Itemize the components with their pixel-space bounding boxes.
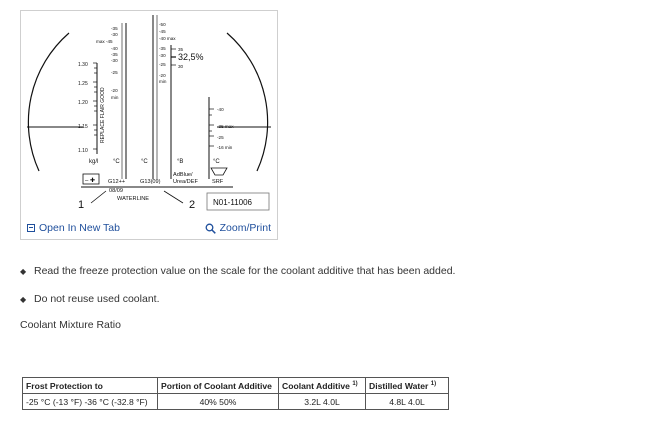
g13-tick-3: -40 max [159,36,176,41]
zoom-print-link[interactable] [205,222,271,234]
g13-tick-7: -20 [159,73,166,78]
instruction-list [20,262,630,308]
year-label: 08/09 [109,188,123,194]
srf-unit: °C [213,159,220,165]
header-distilled-water: Distilled Water $^{1)}$ [366,378,449,394]
srf-tick-1: -40 [217,107,224,112]
table-header-row [23,378,449,394]
g12-tick-9: min [111,95,119,100]
cell-coolant-additive: 3.2L 4.0L [279,394,366,410]
g12-tick-7: -25 [111,70,118,75]
coolant-mixture-table [22,377,449,410]
g12-tick-6: -30 [111,58,118,63]
viewfinder-left-arc [28,33,69,171]
g13-tick-8: min [159,79,167,84]
g13-tick-1: -50 [159,22,166,27]
density-tick-3: 1.20 [78,100,88,106]
density-unit: kg/l [89,159,99,165]
figure-link-bar [21,217,277,239]
bullet-diamond-icon: ◆ [20,294,27,304]
adblue-name-1: AdBlue/ [173,172,193,178]
header-coolant-additive: Coolant Additive $^{1)}$ [279,378,366,394]
list-item [20,290,630,308]
density-rotated-label: REPLACE FLAIR GOOD [100,87,106,143]
list-item [20,262,630,280]
srf-name: SRF [212,179,224,185]
bullet-text: Read the freeze protection value on the scale for the coolant additive that has been added. [34,265,456,277]
cell-distilled-water: 4.8L 4.0L [366,394,449,410]
adblue-tick-1: 35 [178,47,184,52]
g12-tick-1: -35 [111,26,118,31]
srf-tick-4: -16 min [217,145,233,150]
adblue-tick-3: 30 [178,64,184,69]
callout-2: 2 [189,199,196,211]
g12-tick-2: -30 [111,32,118,37]
zoom-icon [205,223,216,234]
g12-tick-5: -35 [111,52,118,57]
refractometer-figure [20,10,278,240]
density-tick-2: 1.25 [78,81,88,87]
g13-tick-6: -25 [159,62,166,67]
g12-tick-8: -20 [111,88,118,93]
callout-1: 1 [78,199,85,211]
g13-tick-5: -30 [159,53,166,58]
g13-name: G13(09) [140,179,161,185]
open-new-tab-link[interactable] [27,222,120,234]
density-tick-5: 1.10 [78,148,88,154]
header-portion-additive: Portion of Coolant Additive [158,378,279,394]
zoom-print-label: Zoom/Print [219,222,271,234]
waterline-label: WATERLINE [117,196,150,202]
cell-portion-additive: 40% 50% [158,394,279,410]
windshield-washer-icon [211,168,227,175]
bullet-text: Do not reuse used coolant. [34,293,160,305]
ref-code: N01-11006 [213,198,252,207]
density-tick-1: 1.30 [78,62,88,68]
g12-unit: °C [113,159,120,165]
adblue-name-2: Urea/DEF [173,179,198,185]
viewfinder-right-arc [227,33,268,171]
adblue-unit: °B [177,159,184,165]
density-tick-4: 1.15 [78,124,88,130]
g13-tick-2: -45 [159,29,166,34]
g13-unit: °C [141,159,148,165]
svg-text:– ✚: – ✚ [85,178,96,184]
adblue-tick-2: 32,5% [178,52,204,62]
g12-tick-4: -40 [111,46,118,51]
cell-frost-protection: -25 °C (-13 °F) -36 °C (-32.8 °F) [23,394,158,410]
open-new-tab-label: Open In New Tab [39,222,120,234]
srf-tick-2: -35 max [217,124,234,129]
refractometer-scale-illustration [21,11,277,217]
section-title: Coolant Mixture Ratio [20,319,121,331]
table-row [23,394,449,410]
open-new-tab-icon [27,224,35,232]
header-frost-protection: Frost Protection to [23,378,158,394]
g13-tick-4: -35 [159,46,166,51]
srf-tick-3: -25 [217,135,224,140]
bullet-diamond-icon: ◆ [20,266,27,276]
g12-name: G12++ [108,179,126,185]
g12-tick-3: max -45 [96,39,113,44]
